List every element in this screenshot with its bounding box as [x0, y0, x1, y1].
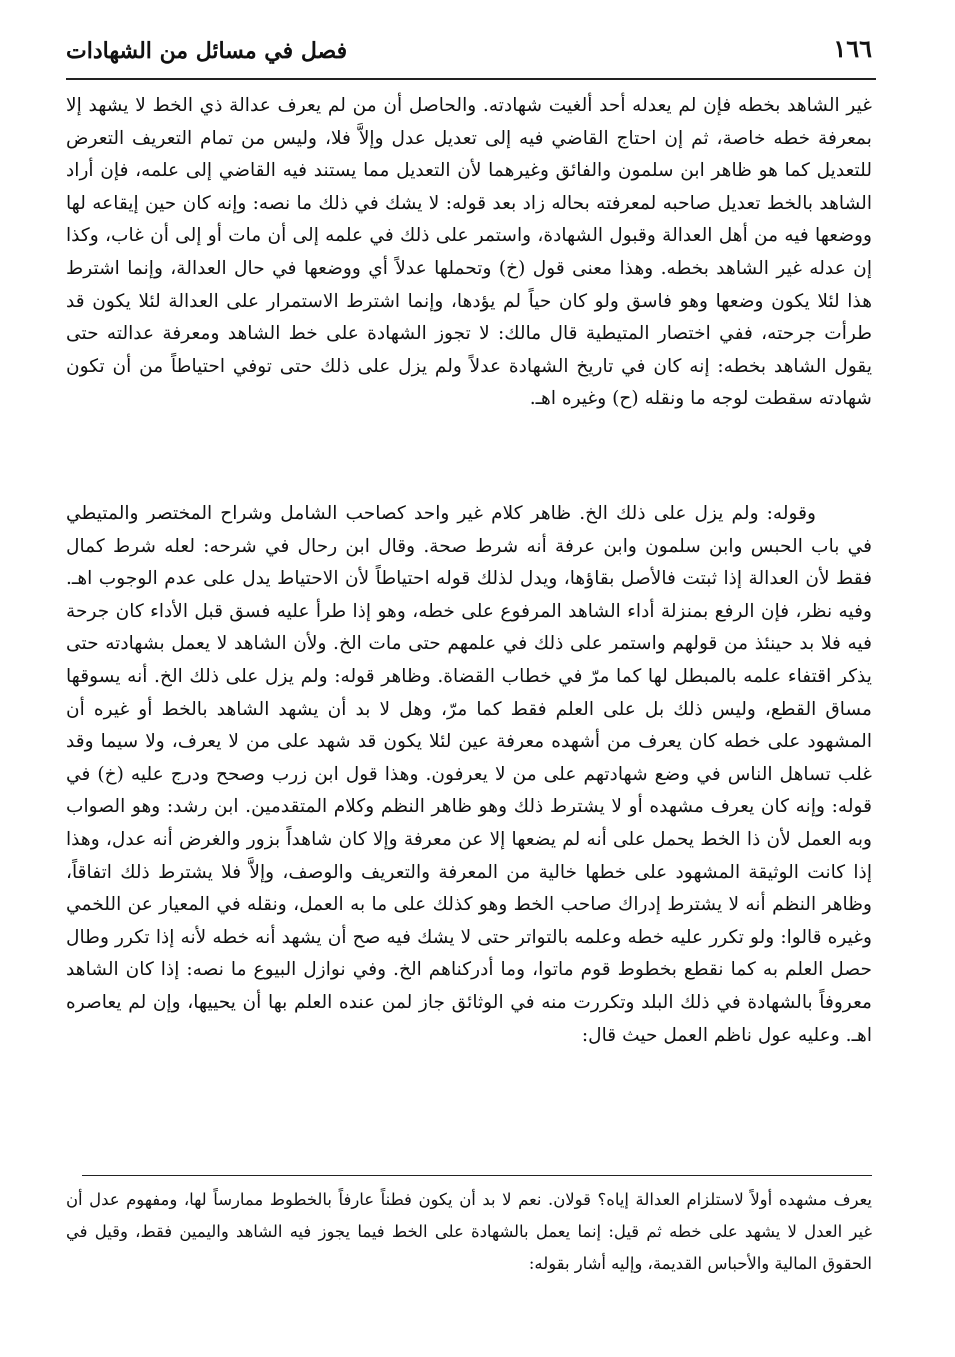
page-number: ١٦٦ — [833, 34, 872, 63]
paragraph-text: غير الشاهد بخطه فإن لم يعدله أحد ألغيت شهادته. والحاصل أن من لم يعرف عدالة ذي الخط لا يشهد إلا بمعرفة خطه خاصة، ثم إن احتاج القاضي فيه إلى تعديل عدل وإلاَّ فلا، وليس من تمام التعريف التعرض للتعديل كما هو ظاهر ابن سلمون والفائق وغيرهما لأن التعديل مما يستند فيه القاضي إلى علمه، فإن أراد الشاهد بالخط تعديل صاحبه لمعرفته بحاله زاد بعد قوله: لا يشك في ذلك ما نصه: وإنه كان حين إيقاعه لها ووضعها فيه من أهل العدالة وقبول الشهادة، واستمر على ذلك في علمه إلى أن مات أو إلى أن غاب، وكذا إن عدله غير الشاهد بخطه. وهذا معنى قول (خ) وتحملها عدلاً أي ووضعها في حال العدالة، وإنما اشترط هذا لئلا يكون وضعها وهو فاسق ولو كان حياً لم يؤدها، وإنما اشترط الاستمرار على العدالة لئلا يكون قد طرأت جرحته، ففي اختصار المتيطية قال مالك: لا تجوز الشهادة على خط الشاهد ومعرفة عدالته حتى يقول الشاهد بخطه: إنه كان في تاريخ الشهادة عدلاً ولم يزل على ذلك حتى توفي احتياطاً من أن تكون شهادته سقطت لوجه ما ونقله (ح) وغيره اهـ. — [66, 95, 872, 410]
footnote — [66, 1184, 872, 1280]
running-title: فصل في مسائل من الشهادات — [66, 38, 348, 64]
main-paragraph-1 — [66, 90, 872, 416]
page-header — [66, 28, 872, 74]
main-paragraph-2 — [66, 498, 872, 1052]
paragraph-text: وقوله: ولم يزل على ذلك الخ. ظاهر كلام غير واحد كصاحب الشامل وشراح المختصر والمتيطي في باب الحبس وابن سلمون وابن عرفة أنه شرط صحة. وقال ابن رحال في شرحه: لعله شرط كمال فقط لأن العدالة إذا ثبتت فالأصل بقاؤها، ويدل لذلك قوله احتياطاً لأن الاحتياط يدل على عدم الوجوب اهـ. وفيه نظر، فإن الرفع بمنزلة أداء الشاهد المرفوع على خطه، وهو إذا طرأ عليه فسق قبل الأداء كان جرحة فيه فلا بد حينئذ من قولهم واستمر على ذلك في علمهم حتى مات الخ. ولأن الشاهد لا يعمل بشهادته حتى يذكر اقتفاء علمه بالمبطل لها كما مرّ في خطاب القضاة. وظاهر قوله: ولم يزل على ذلك الخ. أنه يسوقها مساق القطع، وليس ذلك بل على العلم فقط كما مرّ، وهل لا بد أن يشهد الشاهد بالخط أو غيره أن المشهود على خطه كان يعرف من أشهده معرفة عين لئلا يكون قد شهد على من لا يعرف، ولا سيما وقد غلب تساهل الناس في وضع شهادتهم على من لا يعرفون. وهذا قول ابن زرب وصحح ودرج عليه (خ) في قوله: وإنه كان يعرف مشهده أو لا يشترط ذلك وهو ظاهر النظم وكلام المتقدمين. ابن رشد: وهو الصواب وبه العمل لأن ذا الخط يحمل على أنه لم يضعها إلا عن معرفة وإلا كان شاهداً بزور والغرض أنه عدل، وهذا إذا كانت الوثيقة المشهود على خطها خالية من المعرفة والتعريف والوصف، وإلاَّ فلا يشترط ذلك اتفاقاً، وظاهر النظم أنه لا يشترط إدراك صاحب الخط وهو كذلك على ما به العمل، ونقله في المعيار عن اللخمي وغيره قالوا: ولو تكرر عليه خطه وعلمه بالتواتر حتى لا يشك فيه صح أن يشهد أنه خطه لأنه إذا تكرر وطال حصل العلم به كما نقطع بخطوط قوم ماتوا، وما أدركناهم الخ. وفي نوازل البيوع ما نصه: إذا كان الشاهد معروفاً بالشهادة في ذلك البلد وتكررت منه في الوثائق جاز لمن عنده العلم بها أن يحييها، وإن لم يعاصره اهـ. وعليه عول ناظم العمل حيث قال: — [66, 503, 872, 1046]
header-divider — [66, 78, 876, 80]
footnote-divider — [82, 1175, 872, 1176]
footnote-text: يعرف مشهده أولاً لاستلزام العدالة إياه؟ قولان. نعم لا بد أن يكون فطناً عارفاً بالخطوط ممارساً لها، ومفهوم عدل أن غير العدل لا يشهد على خطه ثم قيل: إنما يعمل بالشهادة على الخط فيما يجوز فيه الشاهد واليمين فقط، وقيل في الحقوق المالية والأحباس القديمة، وإليه أشار بقوله: — [66, 1190, 872, 1273]
